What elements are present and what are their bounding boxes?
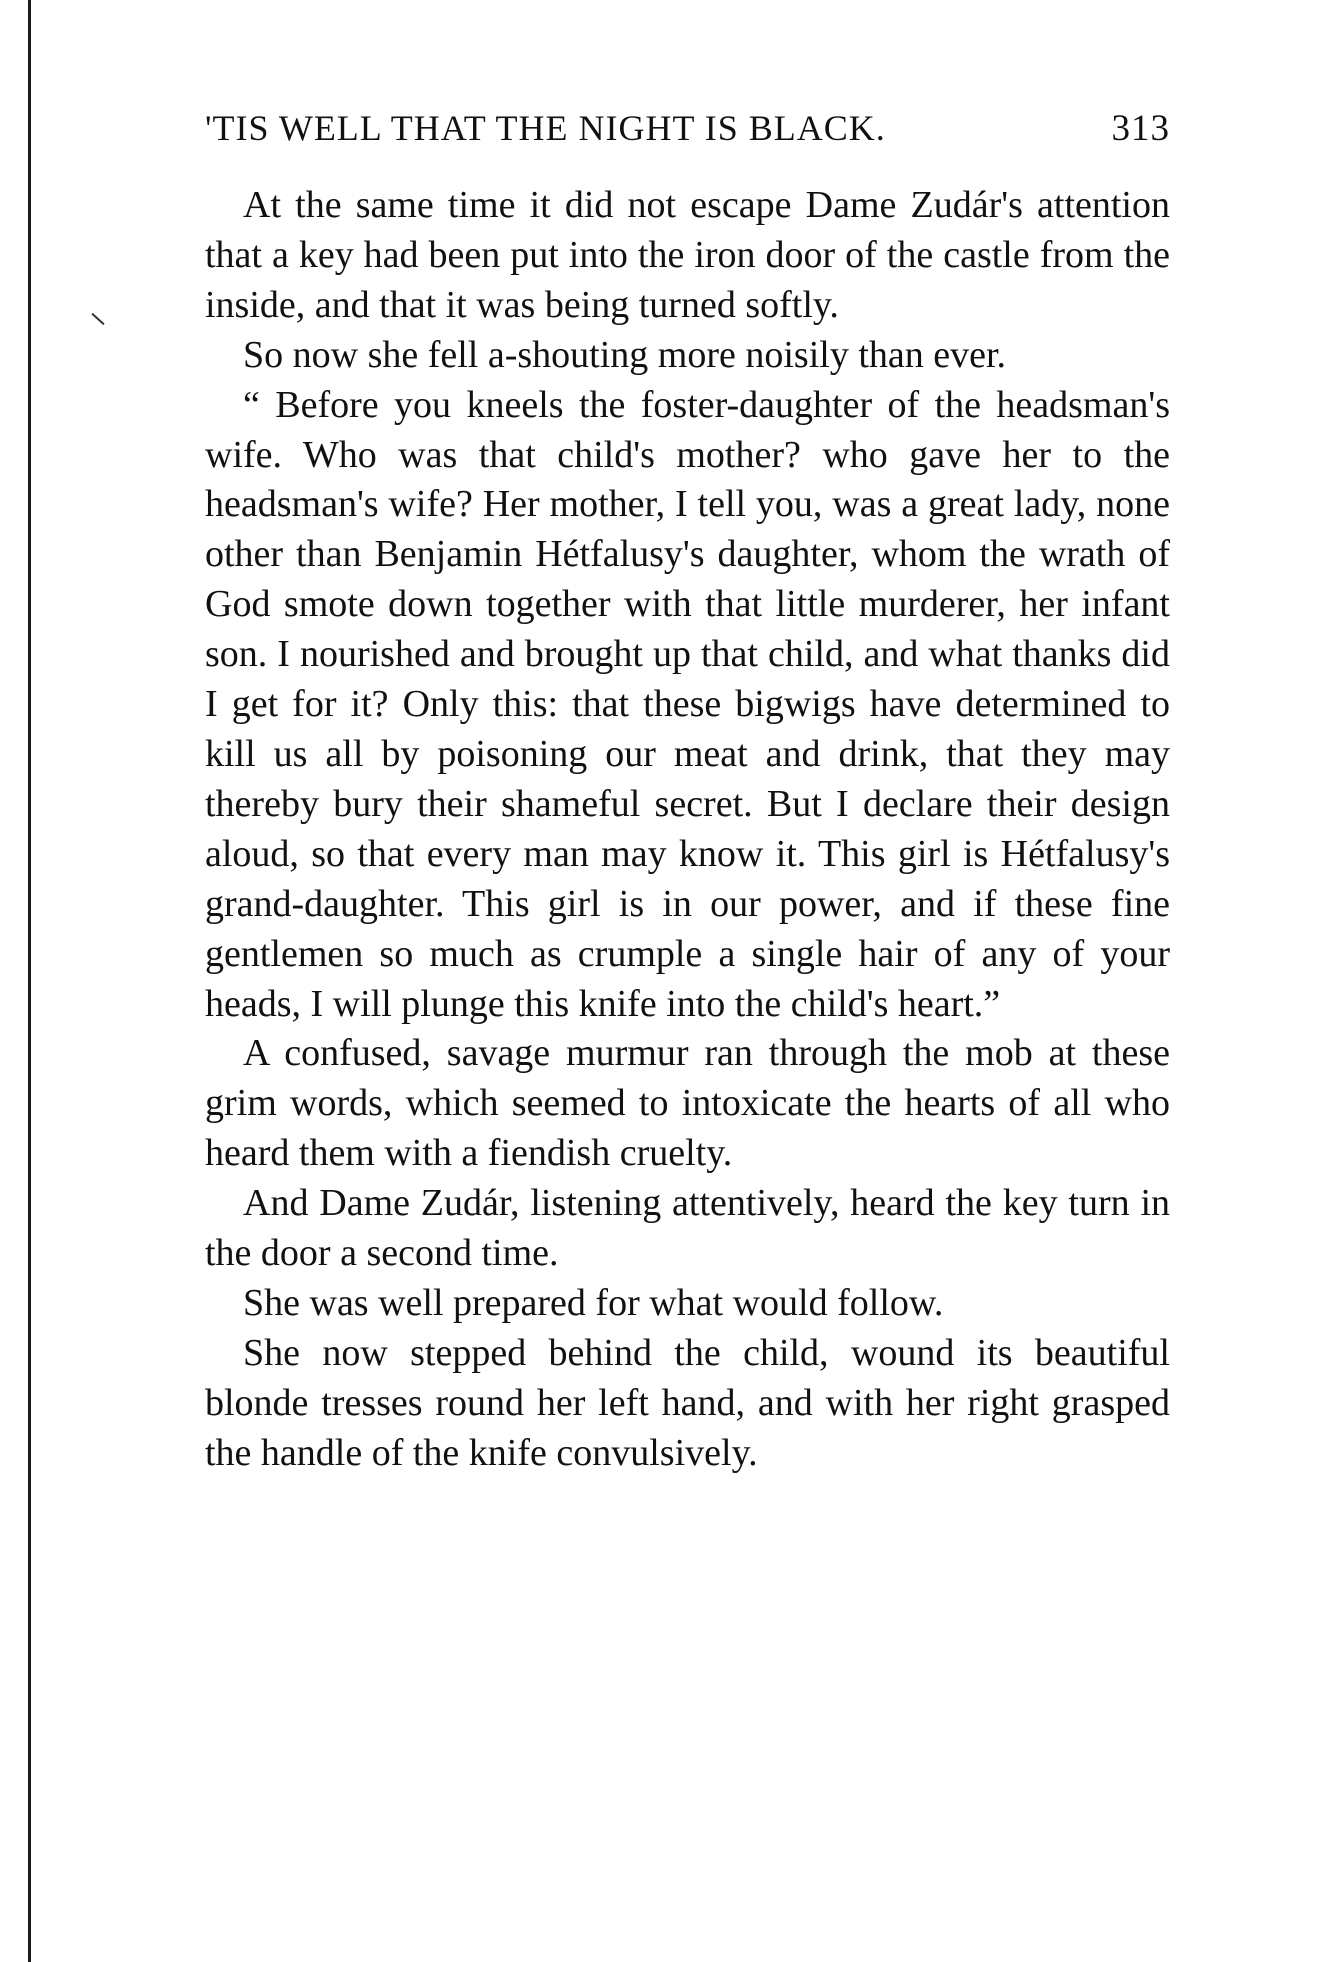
paragraph-3: “ Before you kneels the foster-daughter of the headsman's wife. Who was that child's mother? who gave her to the headsman's wife? Her mother, I tell you, was a great lady, none other than Benjamin Hétfalusy's daughter, whom the wrath of God smote down together with that little murderer, her infant son. I nourished and brought up that child, and what thanks did I get for it? Only this: that these bigwigs have determined to kill us all by poisoning our meat and drink, that they may thereby bury their shameful secret. But I declare their design aloud, so that every man may know it. This girl is Hétfalusy's grand-daughter. This girl is in our power, and if these fine gentlemen so much as crumple a single hair of any of your heads, I will plunge this knife into the child's heart.” <box>205 383 1170 1025</box>
page-binding-edge <box>28 0 31 1962</box>
paragraph-6: She was well prepared for what would follow. <box>243 1281 944 1324</box>
paragraph-2: So now she fell a-shouting more noisily than ever. <box>243 333 1007 376</box>
paragraph-5: And Dame Zudár, listening attentively, heard the key turn in the door a second time. <box>205 1182 1170 1275</box>
running-title: 'TIS WELL THAT THE NIGHT IS BLACK. <box>205 108 886 148</box>
text-column <box>205 100 1170 1479</box>
paragraph-7: She now stepped behind the child, wound its beautiful blonde tresses round her left hand, and with her right grasped the handle of the knife convulsively. <box>205 1331 1170 1474</box>
paragraph-4: A confused, savage murmur ran through the mob at these grim words, which seemed to intoxicate the hearts of all who heard them with a fiendish cruelty. <box>205 1032 1170 1175</box>
page-number: 313 <box>1111 108 1170 149</box>
running-header <box>205 110 1170 147</box>
paragraph-1: At the same time it did not escape Dame Zudár's attention that a key had been put into the iron door of the castle from the inside, and that it was being turned softly. <box>205 184 1170 326</box>
stray-ink-mark <box>91 313 104 325</box>
